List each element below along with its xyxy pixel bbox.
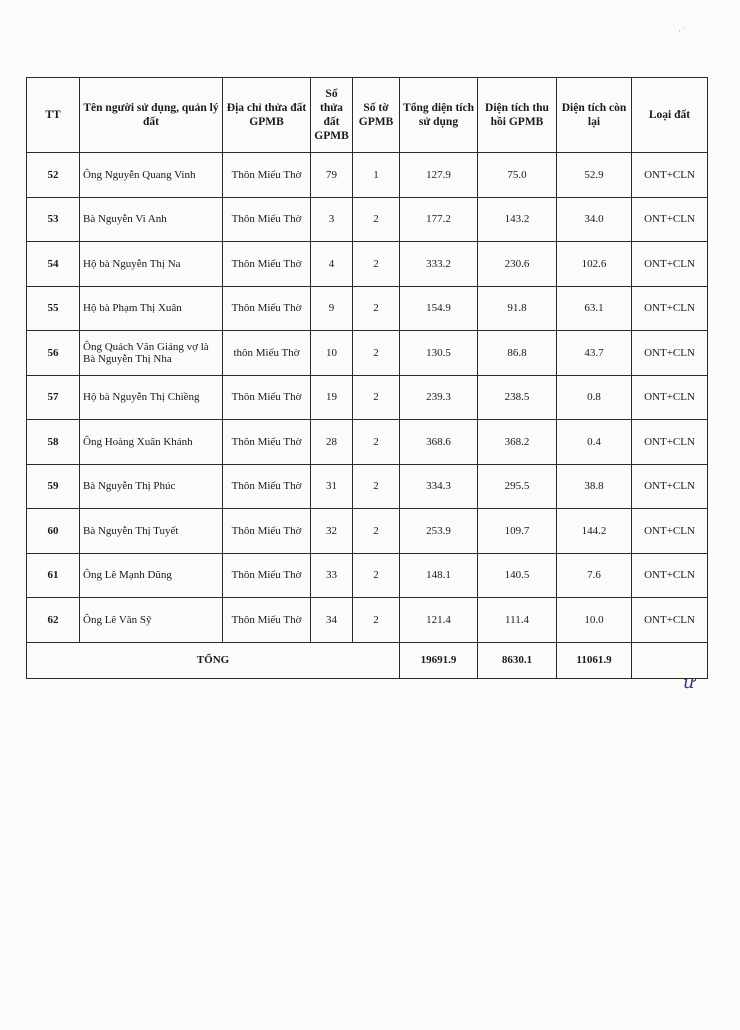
total-area-sum: 19691.9: [400, 642, 478, 678]
cell-total-area: 253.9: [400, 509, 478, 554]
cell-land-type: ONT+CLN: [632, 509, 708, 554]
cell-recovered-area: 143.2: [478, 197, 557, 242]
cell-tt: 61: [27, 553, 80, 598]
cell-address: Thôn Miếu Thờ: [223, 553, 311, 598]
table-row: [27, 598, 708, 643]
cell-tt: 52: [27, 153, 80, 198]
cell-parcel: 28: [311, 420, 353, 465]
cell-total-area: 148.1: [400, 553, 478, 598]
cell-remaining-area: 0.8: [557, 375, 632, 420]
cell-parcel: 34: [311, 598, 353, 643]
cell-sheet: 2: [353, 553, 400, 598]
cell-recovered-area: 295.5: [478, 464, 557, 509]
cell-total-area: 130.5: [400, 331, 478, 376]
cell-address: Thôn Miếu Thờ: [223, 242, 311, 287]
cell-name: Ông Hoàng Xuân Khánh: [80, 420, 223, 465]
table-row: [27, 464, 708, 509]
cell-total-area: 154.9: [400, 286, 478, 331]
table-row: [27, 242, 708, 287]
scan-speck: · ˙: [678, 26, 687, 36]
cell-sheet: 2: [353, 331, 400, 376]
cell-parcel: 10: [311, 331, 353, 376]
cell-remaining-area: 102.6: [557, 242, 632, 287]
cell-remaining-area: 43.7: [557, 331, 632, 376]
cell-parcel: 4: [311, 242, 353, 287]
cell-land-type: ONT+CLN: [632, 286, 708, 331]
header-name: Tên người sử dụng, quản lý đất: [80, 78, 223, 153]
remaining-area-sum: 11061.9: [557, 642, 632, 678]
cell-tt: 54: [27, 242, 80, 287]
cell-address: Thôn Miếu Thờ: [223, 420, 311, 465]
cell-total-area: 127.9: [400, 153, 478, 198]
total-label: TỔNG: [27, 642, 400, 678]
header-land-type: Loại đất: [632, 78, 708, 153]
cell-name: Ông Nguyễn Quang Vinh: [80, 153, 223, 198]
cell-sheet: 1: [353, 153, 400, 198]
header-total-area: Tổng diện tích sử dụng: [400, 78, 478, 153]
cell-recovered-area: 140.5: [478, 553, 557, 598]
cell-name: Ông Lê Mạnh Dũng: [80, 553, 223, 598]
cell-land-type: ONT+CLN: [632, 553, 708, 598]
cell-name: Ông Quách Văn Giảng vợ là Bà Nguyễn Thị Nha: [80, 331, 223, 376]
cell-remaining-area: 144.2: [557, 509, 632, 554]
cell-total-area: 333.2: [400, 242, 478, 287]
cell-land-type: ONT+CLN: [632, 375, 708, 420]
cell-tt: 60: [27, 509, 80, 554]
cell-tt: 58: [27, 420, 80, 465]
total-row: [27, 642, 708, 678]
cell-total-area: 368.6: [400, 420, 478, 465]
cell-recovered-area: 91.8: [478, 286, 557, 331]
recovered-area-sum: 8630.1: [478, 642, 557, 678]
cell-recovered-area: 109.7: [478, 509, 557, 554]
table-row: [27, 375, 708, 420]
cell-recovered-area: 86.8: [478, 331, 557, 376]
cell-sheet: 2: [353, 420, 400, 465]
header-row: [27, 78, 708, 153]
cell-total-area: 177.2: [400, 197, 478, 242]
cell-tt: 59: [27, 464, 80, 509]
cell-name: Bà Nguyễn Thị Phúc: [80, 464, 223, 509]
cell-address: Thôn Miếu Thờ: [223, 464, 311, 509]
cell-remaining-area: 34.0: [557, 197, 632, 242]
cell-tt: 56: [27, 331, 80, 376]
table-row: [27, 331, 708, 376]
cell-name: Hộ bà Nguyễn Thị Na: [80, 242, 223, 287]
cell-tt: 53: [27, 197, 80, 242]
cell-total-area: 121.4: [400, 598, 478, 643]
cell-address: Thôn Miếu Thờ: [223, 598, 311, 643]
cell-tt: 57: [27, 375, 80, 420]
cell-sheet: 2: [353, 598, 400, 643]
cell-tt: 62: [27, 598, 80, 643]
cell-sheet: 2: [353, 464, 400, 509]
header-sheet: Số tờ GPMB: [353, 78, 400, 153]
header-remaining-area: Diện tích còn lại: [557, 78, 632, 153]
cell-parcel: 9: [311, 286, 353, 331]
cell-land-type: ONT+CLN: [632, 598, 708, 643]
cell-sheet: 2: [353, 375, 400, 420]
cell-recovered-area: 238.5: [478, 375, 557, 420]
cell-name: Hộ bà Nguyễn Thị Chiềng: [80, 375, 223, 420]
cell-tt: 55: [27, 286, 80, 331]
header-address: Địa chỉ thửa đất GPMB: [223, 78, 311, 153]
cell-address: Thôn Miếu Thờ: [223, 197, 311, 242]
cell-remaining-area: 0.4: [557, 420, 632, 465]
cell-recovered-area: 230.6: [478, 242, 557, 287]
cell-total-area: 334.3: [400, 464, 478, 509]
initial-signature-mark: ư: [683, 672, 695, 693]
cell-address: Thôn Miếu Thờ: [223, 375, 311, 420]
cell-remaining-area: 7.6: [557, 553, 632, 598]
land-recovery-table: [26, 77, 708, 679]
header-tt: TT: [27, 78, 80, 153]
cell-sheet: 2: [353, 242, 400, 287]
cell-recovered-area: 111.4: [478, 598, 557, 643]
total-land-type-empty: [632, 642, 708, 678]
cell-land-type: ONT+CLN: [632, 420, 708, 465]
table-row: [27, 420, 708, 465]
header-parcel: Số thửa đất GPMB: [311, 78, 353, 153]
cell-sheet: 2: [353, 197, 400, 242]
cell-address: Thôn Miếu Thờ: [223, 509, 311, 554]
cell-name: Ông Lê Văn Sỹ: [80, 598, 223, 643]
cell-recovered-area: 75.0: [478, 153, 557, 198]
cell-parcel: 33: [311, 553, 353, 598]
cell-parcel: 19: [311, 375, 353, 420]
cell-remaining-area: 52.9: [557, 153, 632, 198]
cell-name: Bà Nguyễn Vi Anh: [80, 197, 223, 242]
cell-recovered-area: 368.2: [478, 420, 557, 465]
cell-total-area: 239.3: [400, 375, 478, 420]
table-row: [27, 153, 708, 198]
cell-sheet: 2: [353, 509, 400, 554]
cell-land-type: ONT+CLN: [632, 242, 708, 287]
cell-land-type: ONT+CLN: [632, 197, 708, 242]
cell-parcel: 31: [311, 464, 353, 509]
header-recovered-area: Diện tích thu hồi GPMB: [478, 78, 557, 153]
table-row: [27, 197, 708, 242]
cell-remaining-area: 63.1: [557, 286, 632, 331]
cell-name: Bà Nguyễn Thị Tuyết: [80, 509, 223, 554]
table-row: [27, 286, 708, 331]
cell-land-type: ONT+CLN: [632, 464, 708, 509]
table-row: [27, 553, 708, 598]
cell-address: thôn Miếu Thờ: [223, 331, 311, 376]
cell-parcel: 32: [311, 509, 353, 554]
cell-land-type: ONT+CLN: [632, 153, 708, 198]
cell-parcel: 3: [311, 197, 353, 242]
cell-name: Hộ bà Phạm Thị Xuân: [80, 286, 223, 331]
cell-address: Thôn Miếu Thờ: [223, 153, 311, 198]
cell-sheet: 2: [353, 286, 400, 331]
cell-address: Thôn Miếu Thờ: [223, 286, 311, 331]
cell-land-type: ONT+CLN: [632, 331, 708, 376]
cell-remaining-area: 10.0: [557, 598, 632, 643]
cell-remaining-area: 38.8: [557, 464, 632, 509]
table-row: [27, 509, 708, 554]
cell-parcel: 79: [311, 153, 353, 198]
